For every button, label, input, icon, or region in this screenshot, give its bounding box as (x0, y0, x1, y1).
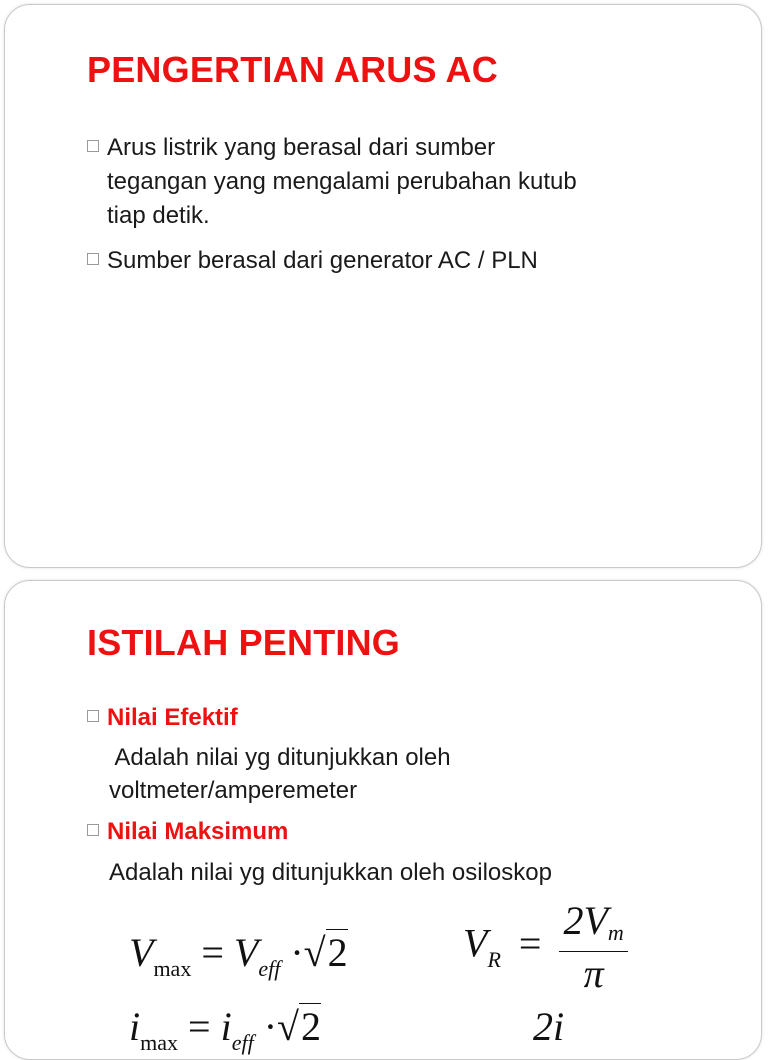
slide-title: ISTILAH PENTING (87, 622, 401, 663)
bullet-item (87, 701, 238, 735)
slide-istilah-penting (4, 580, 762, 1060)
bullet-item (87, 244, 538, 278)
formula-imax: $i_{max} = i_{eff} \cdot√2$ (129, 1004, 321, 1055)
term-description: Adalah nilai yg ditunjukkan oleh voltmeter/amperemeter (109, 744, 451, 804)
slide-pengertian-arus-ac (4, 4, 762, 568)
bullet-item (87, 815, 288, 849)
formula-vmax: $V_{max} = V_{eff} \cdot√2$ (129, 930, 348, 981)
bullet-line: tegangan yang mengalami perubahan kutub (107, 168, 577, 195)
term-heading: Nilai Maksimum (107, 818, 289, 845)
slide-title: PENGERTIAN ARUS AC (87, 49, 498, 90)
bullet-box-icon (87, 140, 99, 152)
bullet-item (87, 131, 577, 233)
bullet-line: Arus listrik yang berasal dari sumber (107, 134, 496, 161)
term-heading: Nilai Efektif (107, 704, 238, 731)
bullet-line: tiap detik. (107, 202, 210, 229)
bullet-line: Sumber berasal dari generator AC / PLN (107, 247, 538, 274)
fraction: $\frac{2Vm}{\pi}$ (559, 899, 627, 996)
term-description: Adalah nilai yg ditunjukkan oleh osiloskop (109, 859, 552, 886)
formula-ir-numerator: 2i (533, 1004, 565, 1049)
bullet-box-icon (87, 253, 99, 265)
bullet-box-icon (87, 824, 99, 836)
bullet-box-icon (87, 710, 99, 722)
formula-vr: $V_R$ = $\frac{2Vm}{\pi}$ (463, 899, 628, 996)
